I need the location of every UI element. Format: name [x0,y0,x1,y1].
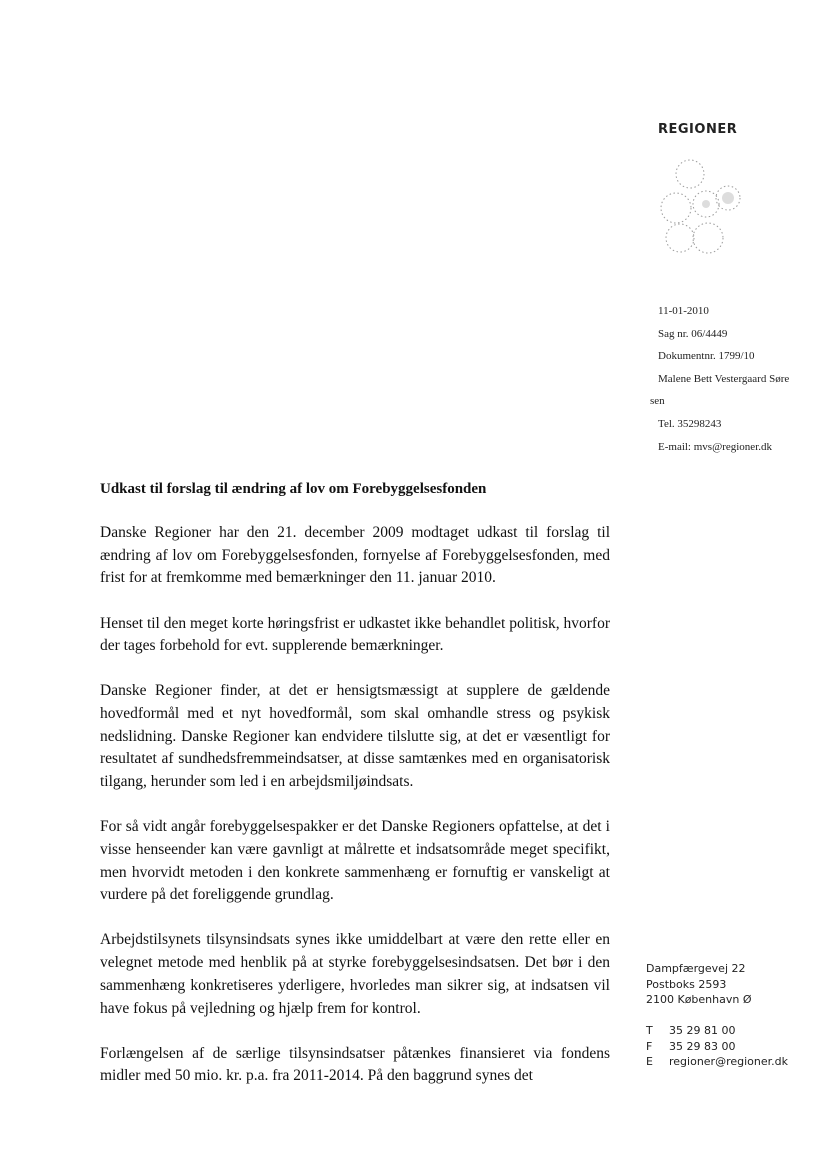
fax-value: 35 29 83 00 [669,1039,736,1053]
author-email: E-mail: mvs@regioner.dk [658,440,772,453]
phone-value: 35 29 81 00 [669,1024,736,1037]
contact-fax-row [646,1039,816,1055]
document-metadata [650,300,820,458]
contact-phone-row [646,1023,816,1039]
contact-email-row [646,1054,816,1070]
paragraph: For så vidt angår forebyggelsespakker er det Danske Regioners opfattelse, at det i visse henseender kan være gavnligt at målrette et indsatsområde meget specifikt, men hvorvidt metoden i den konkrete sammenhæng er fornuftig er vanskeligt at vurdere på det foreliggende grundlag. [100,818,610,904]
author-phone: Tel. 35298243 [658,417,722,430]
address-street: Dampfærgevej 22 [646,962,746,975]
letter-body [100,522,610,1110]
document-date: 11-01-2010 [658,305,709,317]
paragraph: Danske Regioner finder, at det er hensigtsmæssigt at supplere de gældende hovedformål med et nyt hovedformål, som skal omhandle stress og psykisk nedslidning. Danske Regioner kan endvidere tilslutte sig, at det er væsentligt for resultatet af sundhedsfremmeindsatser, at disse samtænkes med en organisatorisk tilgang, herunder som led i en arbejdsmiljøindsats. [100,682,610,791]
logo-name: REGIONER [658,122,738,137]
paragraph: Danske Regioner har den 21. december 2009 modtaget udkast til forslag til ændring af lov om Forebyggelsesfonden, fornyelse af Forebyggelsesfonden, med frist for at fremkomme med bemærkninger den 11. januar 2010. [100,524,610,587]
phone-label: T [646,1024,653,1037]
author-name-continued: sen [650,395,665,408]
organization-contact [646,1023,816,1070]
case-number: Sag nr. 06/4449 [658,327,728,340]
document-number: Dokumentnr. 1799/10 [658,350,755,363]
organization-logo [658,122,768,262]
letter-title: Udkast til forslag til ændring af lov om Forebyggelsesfonden [100,481,487,497]
fax-label: F [646,1039,653,1053]
organization-address [646,961,816,1008]
paragraph: Henset til den meget korte høringsfrist er udkastet ikke behandlet politisk, hvorfor der tages forbehold for evt. supplerende bemærkninger. [100,614,610,655]
email-label: E [646,1055,653,1068]
email-value: regioner@regioner.dk [669,1055,788,1068]
author-name: Malene Bett Vestergaard Søre [658,372,790,385]
address-city: 2100 København Ø [646,993,752,1006]
address-pobox: Postboks 2593 [646,977,727,991]
paragraph: Forlængelsen af de særlige tilsynsindsatser påtænkes finansieret via fondens midler med 50 mio. kr. p.a. fra 2011-2014. På den baggrund synes det [100,1044,610,1085]
paragraph: Arbejdstilsynets tilsynsindsats synes ikke umiddelbart at være den rette eller en velegnet metode med henblik på at styrke forebyggelsesindsatsen. Det bør i den sammenhæng konkretiseres yderligere, hvorledes man sikrer sig, at indsatsen vil have fokus på vejledning og hjælp frem for kontrol. [100,931,610,1017]
logo-circles-icon [658,146,758,256]
